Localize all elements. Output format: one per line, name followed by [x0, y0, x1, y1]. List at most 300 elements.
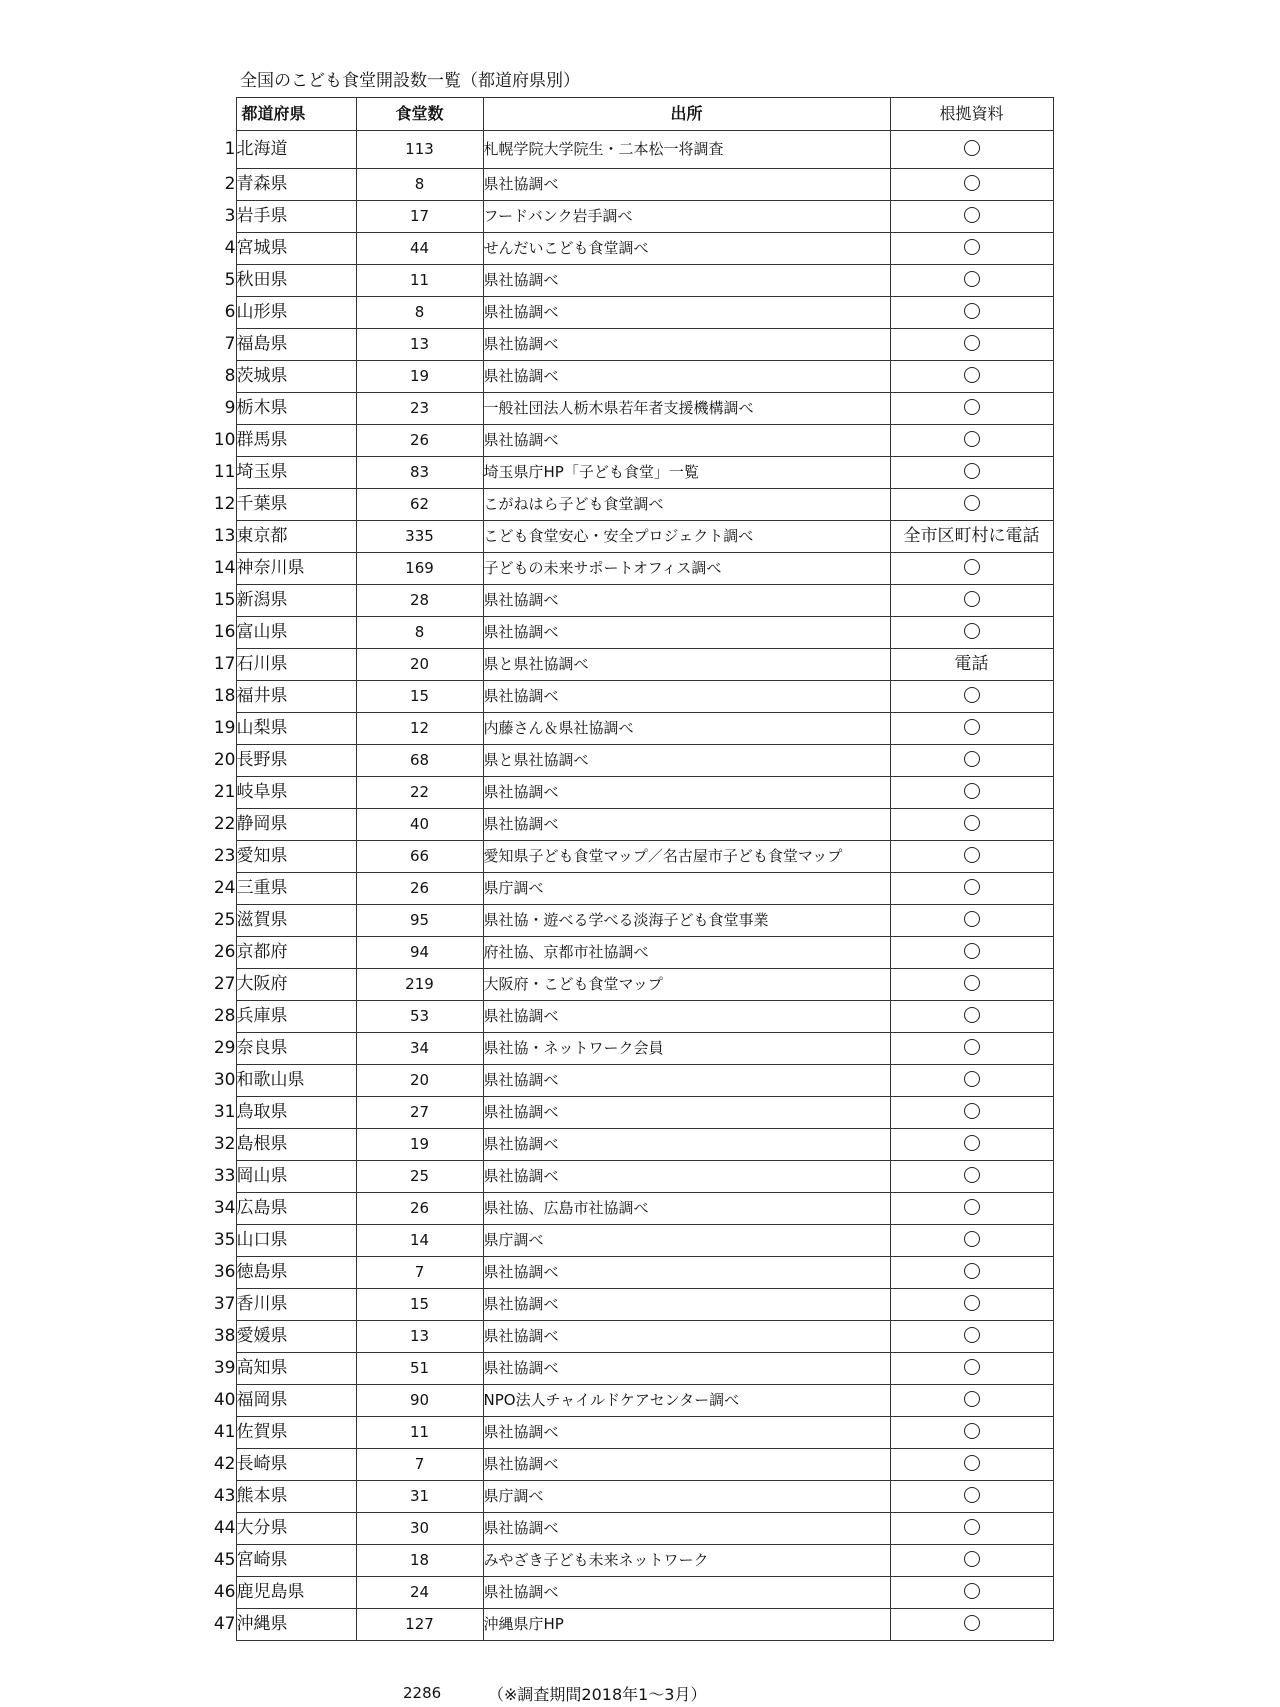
- table-row: [200, 1513, 1053, 1545]
- circle-mark-icon: [964, 751, 980, 767]
- source-cell: 県社協調べ: [483, 585, 890, 617]
- circle-mark-icon: [964, 975, 980, 991]
- prefecture-cell: 茨城県: [236, 361, 356, 393]
- basis-cell: [890, 1161, 1053, 1193]
- table-row: [200, 1289, 1053, 1321]
- circle-mark-icon: [964, 1167, 980, 1183]
- prefecture-cell: 鹿児島県: [236, 1577, 356, 1609]
- prefecture-cell: 千葉県: [236, 489, 356, 521]
- row-number: 2: [224, 174, 236, 194]
- prefecture-cell: 福岡県: [236, 1385, 356, 1417]
- source-cell: 県と県社協調べ: [483, 649, 890, 681]
- prefecture-cell: 岐阜県: [236, 777, 356, 809]
- prefecture-table: [200, 97, 1054, 1641]
- row-number: 27: [213, 974, 236, 994]
- row-number: 39: [213, 1358, 236, 1378]
- basis-cell: [890, 937, 1053, 969]
- source-cell: 県社協調べ: [483, 1577, 890, 1609]
- circle-mark-icon: [964, 559, 980, 575]
- basis-cell: [890, 1417, 1053, 1449]
- basis-cell: [890, 1257, 1053, 1289]
- row-number: 23: [213, 846, 236, 866]
- table-row: [200, 393, 1053, 425]
- basis-cell: [890, 969, 1053, 1001]
- circle-mark-icon: [964, 207, 980, 223]
- count-cell: 27: [356, 1097, 483, 1129]
- prefecture-cell: 石川県: [236, 649, 356, 681]
- basis-cell: [890, 1577, 1053, 1609]
- count-cell: 15: [356, 1289, 483, 1321]
- prefecture-cell: 宮城県: [236, 233, 356, 265]
- circle-mark-icon: [964, 335, 980, 351]
- prefecture-cell: 長崎県: [236, 1449, 356, 1481]
- circle-mark-icon: [964, 303, 980, 319]
- table-row: [200, 1545, 1053, 1577]
- table-row: [200, 169, 1053, 201]
- count-cell: 13: [356, 1321, 483, 1353]
- table-row: [200, 553, 1053, 585]
- basis-cell: [890, 777, 1053, 809]
- basis-cell: [890, 1225, 1053, 1257]
- count-cell: 19: [356, 1129, 483, 1161]
- basis-cell: 全市区町村に電話: [890, 521, 1053, 553]
- count-cell: 335: [356, 521, 483, 553]
- basis-cell: [890, 1193, 1053, 1225]
- count-cell: 19: [356, 361, 483, 393]
- circle-mark-icon: [964, 1519, 980, 1535]
- count-cell: 68: [356, 745, 483, 777]
- source-cell: 愛知県子ども食堂マップ／名古屋市子ども食堂マップ: [483, 841, 890, 873]
- table-row: [200, 1193, 1053, 1225]
- basis-cell: [890, 457, 1053, 489]
- prefecture-cell: 富山県: [236, 617, 356, 649]
- row-number: 34: [213, 1198, 236, 1218]
- count-cell: 14: [356, 1225, 483, 1257]
- source-cell: 県社協調べ: [483, 1449, 890, 1481]
- source-cell: せんだいこども食堂調べ: [483, 233, 890, 265]
- row-number: 46: [213, 1582, 236, 1602]
- prefecture-cell: 静岡県: [236, 809, 356, 841]
- table-row: [200, 297, 1053, 329]
- source-cell: 県社協調べ: [483, 265, 890, 297]
- source-cell: 内藤さん＆県社協調べ: [483, 713, 890, 745]
- table-row: [200, 1161, 1053, 1193]
- count-cell: 219: [356, 969, 483, 1001]
- basis-cell: [890, 1609, 1053, 1641]
- count-cell: 30: [356, 1513, 483, 1545]
- basis-cell: [890, 233, 1053, 265]
- circle-mark-icon: [964, 815, 980, 831]
- circle-mark-icon: [964, 1487, 980, 1503]
- prefecture-cell: 福井県: [236, 681, 356, 713]
- basis-cell: [890, 1449, 1053, 1481]
- row-number: 36: [213, 1262, 236, 1282]
- row-number: 14: [213, 558, 236, 578]
- prefecture-cell: 東京都: [236, 521, 356, 553]
- count-cell: 8: [356, 617, 483, 649]
- prefecture-cell: 山形県: [236, 297, 356, 329]
- basis-cell: [890, 681, 1053, 713]
- source-cell: 県社協調べ: [483, 617, 890, 649]
- count-cell: 94: [356, 937, 483, 969]
- basis-cell: [890, 841, 1053, 873]
- count-cell: 18: [356, 1545, 483, 1577]
- prefecture-cell: 神奈川県: [236, 553, 356, 585]
- table-body: [200, 131, 1053, 1641]
- prefecture-cell: 大阪府: [236, 969, 356, 1001]
- circle-mark-icon: [964, 1583, 980, 1599]
- source-cell: 県社協調べ: [483, 1417, 890, 1449]
- table-row: [200, 1321, 1053, 1353]
- basis-cell: [890, 297, 1053, 329]
- circle-mark-icon: [964, 1423, 980, 1439]
- table-row: [200, 1609, 1053, 1641]
- circle-mark-icon: [964, 1615, 980, 1631]
- source-cell: 県社協調べ: [483, 681, 890, 713]
- table-row: [200, 1257, 1053, 1289]
- row-number: 44: [213, 1518, 236, 1538]
- count-cell: 90: [356, 1385, 483, 1417]
- table-header-row: [200, 98, 1053, 131]
- circle-mark-icon: [964, 783, 980, 799]
- source-cell: 府社協、京都市社協調べ: [483, 937, 890, 969]
- prefecture-cell: 沖縄県: [236, 1609, 356, 1641]
- table-row: [200, 1033, 1053, 1065]
- row-number: 31: [213, 1102, 236, 1122]
- circle-mark-icon: [964, 1295, 980, 1311]
- source-cell: 県社協調べ: [483, 809, 890, 841]
- row-number: 40: [213, 1390, 236, 1410]
- basis-cell: [890, 1353, 1053, 1385]
- basis-cell: [890, 361, 1053, 393]
- source-cell: 県社協調べ: [483, 777, 890, 809]
- row-number: 6: [224, 302, 236, 322]
- circle-mark-icon: [964, 399, 980, 415]
- table-row: [200, 681, 1053, 713]
- basis-cell: [890, 585, 1053, 617]
- circle-mark-icon: [964, 1551, 980, 1567]
- basis-cell: 電話: [890, 649, 1053, 681]
- header-source: 出所: [483, 98, 890, 131]
- source-cell: 県社協、広島市社協調べ: [483, 1193, 890, 1225]
- prefecture-cell: 岩手県: [236, 201, 356, 233]
- row-number: 20: [213, 750, 236, 770]
- basis-cell: [890, 265, 1053, 297]
- count-cell: 13: [356, 329, 483, 361]
- basis-cell: [890, 329, 1053, 361]
- count-cell: 95: [356, 905, 483, 937]
- prefecture-cell: 北海道: [236, 131, 356, 169]
- count-cell: 53: [356, 1001, 483, 1033]
- prefecture-cell: 島根県: [236, 1129, 356, 1161]
- basis-cell: [890, 1097, 1053, 1129]
- table-row: [200, 617, 1053, 649]
- row-number: 11: [213, 462, 236, 482]
- source-cell: 県社協調べ: [483, 361, 890, 393]
- prefecture-cell: 滋賀県: [236, 905, 356, 937]
- prefecture-cell: 広島県: [236, 1193, 356, 1225]
- row-number: 16: [213, 622, 236, 642]
- count-cell: 23: [356, 393, 483, 425]
- row-number: 38: [213, 1326, 236, 1346]
- count-cell: 26: [356, 1193, 483, 1225]
- prefecture-cell: 宮崎県: [236, 1545, 356, 1577]
- count-cell: 22: [356, 777, 483, 809]
- source-cell: 県庁調べ: [483, 1225, 890, 1257]
- prefecture-cell: 栃木県: [236, 393, 356, 425]
- row-number: 45: [213, 1550, 236, 1570]
- circle-mark-icon: [964, 1231, 980, 1247]
- prefecture-cell: 愛媛県: [236, 1321, 356, 1353]
- count-cell: 66: [356, 841, 483, 873]
- row-number: 7: [224, 334, 236, 354]
- prefecture-cell: 佐賀県: [236, 1417, 356, 1449]
- table-row: [200, 1065, 1053, 1097]
- table-row: [200, 1129, 1053, 1161]
- source-cell: 埼玉県庁HP「子ども食堂」一覧: [483, 457, 890, 489]
- table-row: [200, 585, 1053, 617]
- basis-cell: [890, 1545, 1053, 1577]
- basis-cell: [890, 393, 1053, 425]
- row-number: 3: [224, 206, 236, 226]
- basis-cell: [890, 1065, 1053, 1097]
- circle-mark-icon: [964, 1103, 980, 1119]
- row-number: 12: [213, 494, 236, 514]
- prefecture-cell: 福島県: [236, 329, 356, 361]
- count-cell: 28: [356, 585, 483, 617]
- basis-cell: [890, 905, 1053, 937]
- row-number: 15: [213, 590, 236, 610]
- page-title: 全国のこども食堂開設数一覧（都道府県別）: [240, 71, 580, 91]
- source-cell: 県社協・遊べる学べる淡海子ども食堂事業: [483, 905, 890, 937]
- count-cell: 7: [356, 1257, 483, 1289]
- source-cell: フードバンク岩手調べ: [483, 201, 890, 233]
- row-number: 43: [213, 1486, 236, 1506]
- circle-mark-icon: [964, 140, 980, 156]
- basis-cell: [890, 1129, 1053, 1161]
- table-row: [200, 201, 1053, 233]
- table-row: [200, 713, 1053, 745]
- prefecture-cell: 埼玉県: [236, 457, 356, 489]
- circle-mark-icon: [964, 367, 980, 383]
- row-number: 24: [213, 878, 236, 898]
- circle-mark-icon: [964, 943, 980, 959]
- basis-cell: [890, 809, 1053, 841]
- count-cell: 15: [356, 681, 483, 713]
- count-cell: 26: [356, 425, 483, 457]
- count-cell: 40: [356, 809, 483, 841]
- source-cell: 県社協調べ: [483, 297, 890, 329]
- circle-mark-icon: [964, 239, 980, 255]
- table-row: [200, 745, 1053, 777]
- circle-mark-icon: [964, 623, 980, 639]
- row-number: 13: [213, 526, 236, 546]
- prefecture-cell: 山口県: [236, 1225, 356, 1257]
- source-cell: 県社協調べ: [483, 425, 890, 457]
- count-cell: 25: [356, 1161, 483, 1193]
- table-row: [200, 937, 1053, 969]
- table-row: [200, 489, 1053, 521]
- count-cell: 24: [356, 1577, 483, 1609]
- circle-mark-icon: [964, 687, 980, 703]
- table-row: [200, 649, 1053, 681]
- source-cell: こども食堂安心・安全プロジェクト調べ: [483, 521, 890, 553]
- table-row: [200, 131, 1053, 169]
- basis-cell: [890, 1033, 1053, 1065]
- prefecture-cell: 奈良県: [236, 1033, 356, 1065]
- source-cell: みやざき子ども未来ネットワーク: [483, 1545, 890, 1577]
- table-row: [200, 777, 1053, 809]
- table-row: [200, 1001, 1053, 1033]
- basis-cell: [890, 745, 1053, 777]
- circle-mark-icon: [964, 431, 980, 447]
- source-cell: 県社協調べ: [483, 1513, 890, 1545]
- table-row: [200, 1577, 1053, 1609]
- count-cell: 20: [356, 649, 483, 681]
- source-cell: 県社協調べ: [483, 1321, 890, 1353]
- row-number: 41: [213, 1422, 236, 1442]
- basis-cell: [890, 425, 1053, 457]
- table-row: [200, 521, 1053, 553]
- row-number: 32: [213, 1134, 236, 1154]
- table-row: [200, 873, 1053, 905]
- prefecture-cell: 鳥取県: [236, 1097, 356, 1129]
- basis-cell: [890, 1001, 1053, 1033]
- count-cell: 17: [356, 201, 483, 233]
- table-row: [200, 329, 1053, 361]
- survey-period-note: （※調査期間2018年1～3月）: [488, 1685, 707, 1704]
- circle-mark-icon: [964, 719, 980, 735]
- source-cell: 大阪府・こども食堂マップ: [483, 969, 890, 1001]
- count-cell: 12: [356, 713, 483, 745]
- circle-mark-icon: [964, 1007, 980, 1023]
- row-number: 4: [224, 238, 236, 258]
- row-number: 37: [213, 1294, 236, 1314]
- source-cell: 子どもの未来サポートオフィス調べ: [483, 553, 890, 585]
- prefecture-cell: 長野県: [236, 745, 356, 777]
- prefecture-cell: 和歌山県: [236, 1065, 356, 1097]
- row-number: 10: [213, 430, 236, 450]
- header-count: 食堂数: [356, 98, 483, 131]
- table-row: [200, 1225, 1053, 1257]
- table-row: [200, 1385, 1053, 1417]
- basis-cell: [890, 169, 1053, 201]
- source-cell: 県社協調べ: [483, 1065, 890, 1097]
- circle-mark-icon: [964, 1359, 980, 1375]
- source-cell: NPO法人チャイルドケアセンター調べ: [483, 1385, 890, 1417]
- count-cell: 169: [356, 553, 483, 585]
- basis-cell: [890, 489, 1053, 521]
- header-basis: 根拠資料: [890, 98, 1053, 131]
- row-number: 30: [213, 1070, 236, 1090]
- source-cell: こがねはら子ども食堂調べ: [483, 489, 890, 521]
- prefecture-cell: 大分県: [236, 1513, 356, 1545]
- row-number: 25: [213, 910, 236, 930]
- row-number: 26: [213, 942, 236, 962]
- table-row: [200, 425, 1053, 457]
- count-cell: 113: [356, 131, 483, 169]
- table-row: [200, 1417, 1053, 1449]
- prefecture-cell: 山梨県: [236, 713, 356, 745]
- row-number: 21: [213, 782, 236, 802]
- header-prefecture: 都道府県: [236, 98, 356, 131]
- prefecture-cell: 新潟県: [236, 585, 356, 617]
- table-row: [200, 233, 1053, 265]
- basis-cell: [890, 553, 1053, 585]
- table-container: [200, 97, 1054, 1641]
- count-cell: 51: [356, 1353, 483, 1385]
- source-cell: 県庁調べ: [483, 873, 890, 905]
- table-row: [200, 969, 1053, 1001]
- prefecture-cell: 熊本県: [236, 1481, 356, 1513]
- prefecture-cell: 徳島県: [236, 1257, 356, 1289]
- circle-mark-icon: [964, 271, 980, 287]
- prefecture-cell: 岡山県: [236, 1161, 356, 1193]
- circle-mark-icon: [964, 1039, 980, 1055]
- basis-cell: [890, 1385, 1053, 1417]
- row-number: 18: [213, 686, 236, 706]
- row-number: 28: [213, 1006, 236, 1026]
- count-cell: 11: [356, 265, 483, 297]
- source-cell: 沖縄県庁HP: [483, 1609, 890, 1641]
- source-cell: 一般社団法人栃木県若年者支援機構調べ: [483, 393, 890, 425]
- prefecture-cell: 高知県: [236, 1353, 356, 1385]
- total-count: 2286: [403, 1684, 442, 1702]
- basis-cell: [890, 1481, 1053, 1513]
- basis-cell: [890, 1321, 1053, 1353]
- circle-mark-icon: [964, 1263, 980, 1279]
- count-cell: 7: [356, 1449, 483, 1481]
- count-cell: 31: [356, 1481, 483, 1513]
- row-number: 9: [224, 398, 236, 418]
- row-number: 42: [213, 1454, 236, 1474]
- basis-cell: [890, 131, 1053, 169]
- circle-mark-icon: [964, 1071, 980, 1087]
- source-cell: 県社協調べ: [483, 169, 890, 201]
- row-number: 35: [213, 1230, 236, 1250]
- source-cell: 県社協調べ: [483, 1129, 890, 1161]
- header-number: [200, 98, 236, 131]
- prefecture-cell: 愛知県: [236, 841, 356, 873]
- source-cell: 県社協調べ: [483, 1289, 890, 1321]
- circle-mark-icon: [964, 591, 980, 607]
- basis-cell: [890, 1513, 1053, 1545]
- count-cell: 8: [356, 297, 483, 329]
- prefecture-cell: 群馬県: [236, 425, 356, 457]
- circle-mark-icon: [964, 1135, 980, 1151]
- basis-cell: [890, 713, 1053, 745]
- source-cell: 札幌学院大学院生・二本松一将調査: [483, 131, 890, 169]
- source-cell: 県社協調べ: [483, 329, 890, 361]
- source-cell: 県庁調べ: [483, 1481, 890, 1513]
- count-cell: 26: [356, 873, 483, 905]
- basis-cell: [890, 1289, 1053, 1321]
- table-row: [200, 1449, 1053, 1481]
- row-number: 17: [213, 654, 236, 674]
- row-number: 8: [224, 366, 236, 386]
- table-row: [200, 809, 1053, 841]
- table-row: [200, 1353, 1053, 1385]
- count-cell: 62: [356, 489, 483, 521]
- circle-mark-icon: [964, 1391, 980, 1407]
- circle-mark-icon: [964, 463, 980, 479]
- row-number: 1: [224, 139, 236, 159]
- table-row: [200, 841, 1053, 873]
- circle-mark-icon: [964, 1455, 980, 1471]
- row-number: 5: [224, 270, 236, 290]
- source-cell: 県社協調べ: [483, 1097, 890, 1129]
- circle-mark-icon: [964, 1199, 980, 1215]
